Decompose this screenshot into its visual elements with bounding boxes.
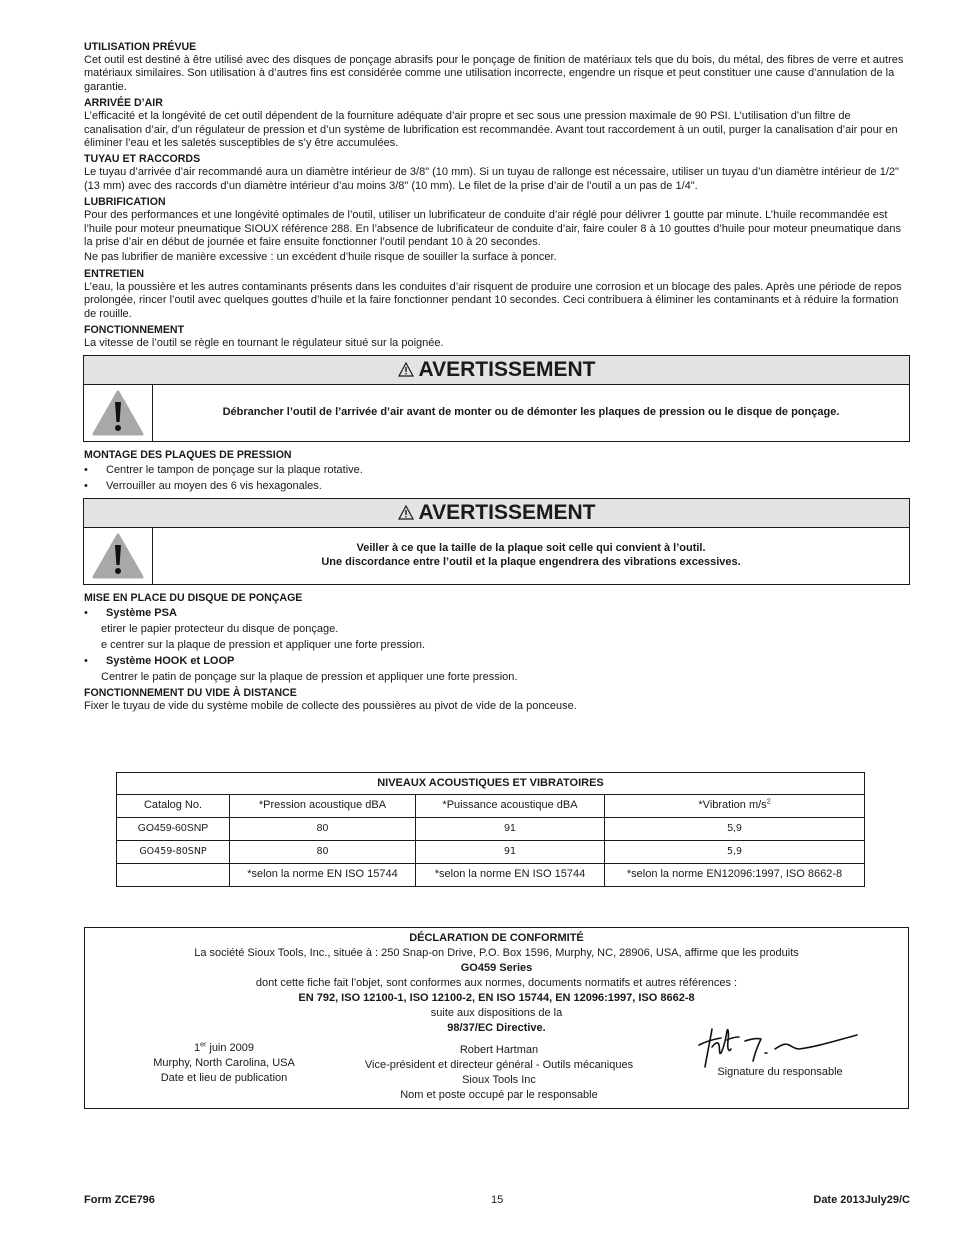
warning-box-disconnect (83, 355, 910, 442)
table-row (117, 818, 865, 841)
section-entretien (84, 267, 910, 321)
warning-header (84, 356, 909, 385)
psa-step: etirer le papier protecteur du disque de ponçage. (101, 622, 339, 635)
section-text: Pour des performances et une longévité optimales de l’outil, utiliser un lubrificateur de conduite d’air réglé pour délivrer 1 goutte par minute. L’huile recommandée est l’huile pour moteur pneumatique SIOUX référence 288. En l’absence de lubrificateur de conduite d’air, faire couler 8 à 10 gouttes d’huile pour moteur pneumatique dans la prise d’air en début de journée et faire ensuite fonctionner l’outil pendant 10 à 20 secondes. (84, 209, 901, 249)
column-header: *Pression acoustique dBA (230, 795, 416, 818)
section-title: TUYAU ET RACCORDS (84, 153, 201, 166)
section-fonctionnement (84, 323, 910, 350)
section-text: Cet outil est destiné à être utilisé avec des disques de ponçage abrasifs pour le ponçage de finition de matériaux tels que du bois, du métal, des fibres de verre et autres matériaux similaires. Son utilisation à d’autres fins est considérée comme une utilisation incorrecte, engendre un risque et peut constituer une cause d’annulation de la garantie. (84, 54, 904, 93)
table-cell: *selon la norme EN ISO 15744 (416, 864, 605, 887)
section-tuyau (84, 152, 910, 193)
section-title: UTILISATION PRÉVUE (84, 41, 197, 53)
table-row (117, 864, 865, 887)
section-title: ENTRETIEN (84, 267, 145, 280)
warning-header (84, 499, 909, 528)
section-utilisation (84, 40, 910, 94)
list-item: • Système PSA (84, 606, 177, 619)
issue-place: Murphy, North Carolina, USA (153, 1057, 295, 1069)
section-text: La vitesse de l’outil se règle en tournant le régulateur situé sur la poignée. (84, 337, 444, 350)
table-cell: 80 (230, 841, 416, 864)
responsible-name: Robert Hartman (459, 1044, 539, 1056)
table-header-row (117, 795, 865, 818)
table-cell: 5,9 (605, 818, 865, 841)
responsible-company: Sioux Tools Inc (462, 1074, 536, 1086)
declaration-title: DÉCLARATION DE CONFORMITÉ (409, 932, 584, 944)
section-text: L’efficacité et la longévité de cet outil dépendent de la fourniture adéquate d’air propre et sec sous une pression maximale de 90 PSI. L’utilisation d’un filtre de canalisation d’air, d’un régulateur de pression et d’un système de lubrification est recommandée. Avant tout raccordement à un outil, purger la canalisation d’air pour en éliminer l’eau et les saletés susceptibles de s’y être accumulées. (84, 110, 898, 150)
declaration-norms: EN 792, ISO 12100-1, ISO 12100-2, EN ISO 15744, EN 12096:1997, ISO 8662-8 (298, 992, 695, 1004)
manual-page (84, 40, 910, 715)
table-row (117, 841, 865, 864)
column-header: *Vibration $m/s^2$ (605, 795, 865, 818)
section-text: L’eau, la poussière et les autres contaminants présents dans les conduites d’air risquent de produire une corrosion et un blocage des pales. Après une période de repos prolongée, rincer l’outil avec quelques gouttes d’huile et la faire fonctionner pendant 10 secondes. Ceci contribuera à éliminer les contaminants et à réduire la formation de rouille. (84, 280, 902, 320)
acoustic-table (116, 772, 865, 887)
table-cell: 91 (416, 818, 605, 841)
table-cell: 80 (230, 818, 416, 841)
issue-date: 1er juin 2009 (193, 1041, 255, 1054)
warning-message-line1: Veiller à ce que la taille de la plaque soit celle qui convient à l’outil. (356, 542, 706, 555)
section-title: FONCTIONNEMENT (84, 324, 185, 337)
section-text: Le tuyau d’arrivée d’air recommandé aura un diamètre intérieur de 3/8" (10 mm). Si un tuyau de rallonge est nécessaire, utiliser un tuyau d’un diamètre intérieur de 1/2" (13 mm) avec des raccords d’un diamètre intérieur d’au moins 3/8" (10 mm). Le filet de la prise d’air de l’outil a un pas de 1/4". (84, 166, 899, 192)
declaration-line: La société Sioux Tools, Inc., située à : 250 Snap-on Drive, P.O. Box 1596, Murphy, NC, 28906, USA, affirme que les produits (194, 947, 799, 959)
exclamation-triangle-icon (84, 528, 153, 584)
table-cell: 5,9 (605, 841, 865, 864)
form-number: Form ZCE796 (84, 1194, 155, 1206)
declaration-line: suite aux dispositions de la (430, 1007, 563, 1019)
section-title: MISE EN PLACE DU DISQUE DE PONÇAGE (84, 591, 303, 604)
table-cell: 91 (416, 841, 605, 864)
section-title: LUBRIFICATION (84, 196, 166, 209)
section-text-note: Ne pas lubrifier de manière excessive : un excédent d’huile risque de souiller la surface à poncer. (84, 251, 557, 264)
issue-date-block (135, 1041, 313, 1086)
signature-image (685, 1023, 875, 1071)
exclamation-triangle-icon (84, 385, 153, 441)
section-disque (84, 591, 910, 685)
section-title: FONCTIONNEMENT DU VIDE À DISTANCE (84, 686, 297, 699)
table-cell: *selon la norme EN ISO 15744 (230, 864, 416, 887)
warning-message: Débrancher l’outil de l’arrivée d’air avant de monter ou de démonter les plaques de pression ou le disque de ponçage. (222, 405, 840, 418)
section-arrivee (84, 96, 910, 150)
table-cell: GO459-60SNP (117, 818, 230, 841)
list-item: • Système HOOK et LOOP (84, 654, 235, 667)
section-montage (84, 448, 910, 494)
signature-block (685, 1041, 875, 1080)
section-lubrification (84, 195, 910, 265)
warning-box-plate-size (83, 498, 910, 585)
warning-triangle-icon (398, 362, 414, 377)
page-number: 15 (491, 1194, 504, 1206)
table-cell: *selon la norme EN12096:1997, ISO 8662-8 (605, 864, 865, 887)
declaration-line: dont cette fiche fait l’objet, sont conformes aux normes, documents normatifs et autres références : (255, 977, 738, 989)
declaration-directive: 98/37/EC Directive. (447, 1022, 546, 1034)
responsible-block (340, 1043, 658, 1103)
declaration-box (84, 927, 909, 1109)
warning-triangle-icon (398, 505, 414, 520)
column-header: *Puissance acoustique dBA (416, 795, 605, 818)
issue-date-label: Date et lieu de publication (160, 1072, 288, 1084)
warning-title: AVERTISSEMENT (418, 357, 596, 381)
list-item: • Centrer le tampon de ponçage sur la plaque rotative. (84, 463, 363, 476)
list-item: • Verrouiller au moyen des 6 vis hexagonales. (84, 479, 322, 492)
section-title: ARRIVÉE D’AIR (84, 97, 163, 110)
section-title: MONTAGE DES PLAQUES DE PRESSION (84, 448, 292, 461)
table-cell: GO459-80SNP (117, 841, 230, 864)
section-vide (84, 686, 910, 713)
responsible-position: Vice-président et directeur général - Outils mécaniques (364, 1059, 634, 1071)
psa-step: e centrer sur la plaque de pression et appliquer une forte pression. (101, 638, 426, 651)
table-cell (117, 864, 230, 887)
warning-title: AVERTISSEMENT (418, 500, 596, 524)
warning-message-line2: Une discordance entre l’outil et la plaque engendrera des vibrations excessives. (321, 555, 741, 568)
declaration-series: GO459 Series (460, 962, 533, 974)
table-title: NIVEAUX ACOUSTIQUES ET VIBRATOIRES (117, 773, 865, 795)
responsible-label: Nom et poste occupé par le responsable (400, 1089, 598, 1101)
section-text: Fixer le tuyau de vide du système mobile de collecte des poussières au pivot de vide de la ponceuse. (84, 699, 577, 712)
signature-label: Signature du responsable (717, 1066, 843, 1078)
column-header: Catalog No. (117, 795, 230, 818)
hook-step: Centrer le patin de ponçage sur la plaque de pression et appliquer une forte pression. (101, 670, 518, 683)
document-date: Date 2013July29/C (813, 1194, 910, 1206)
